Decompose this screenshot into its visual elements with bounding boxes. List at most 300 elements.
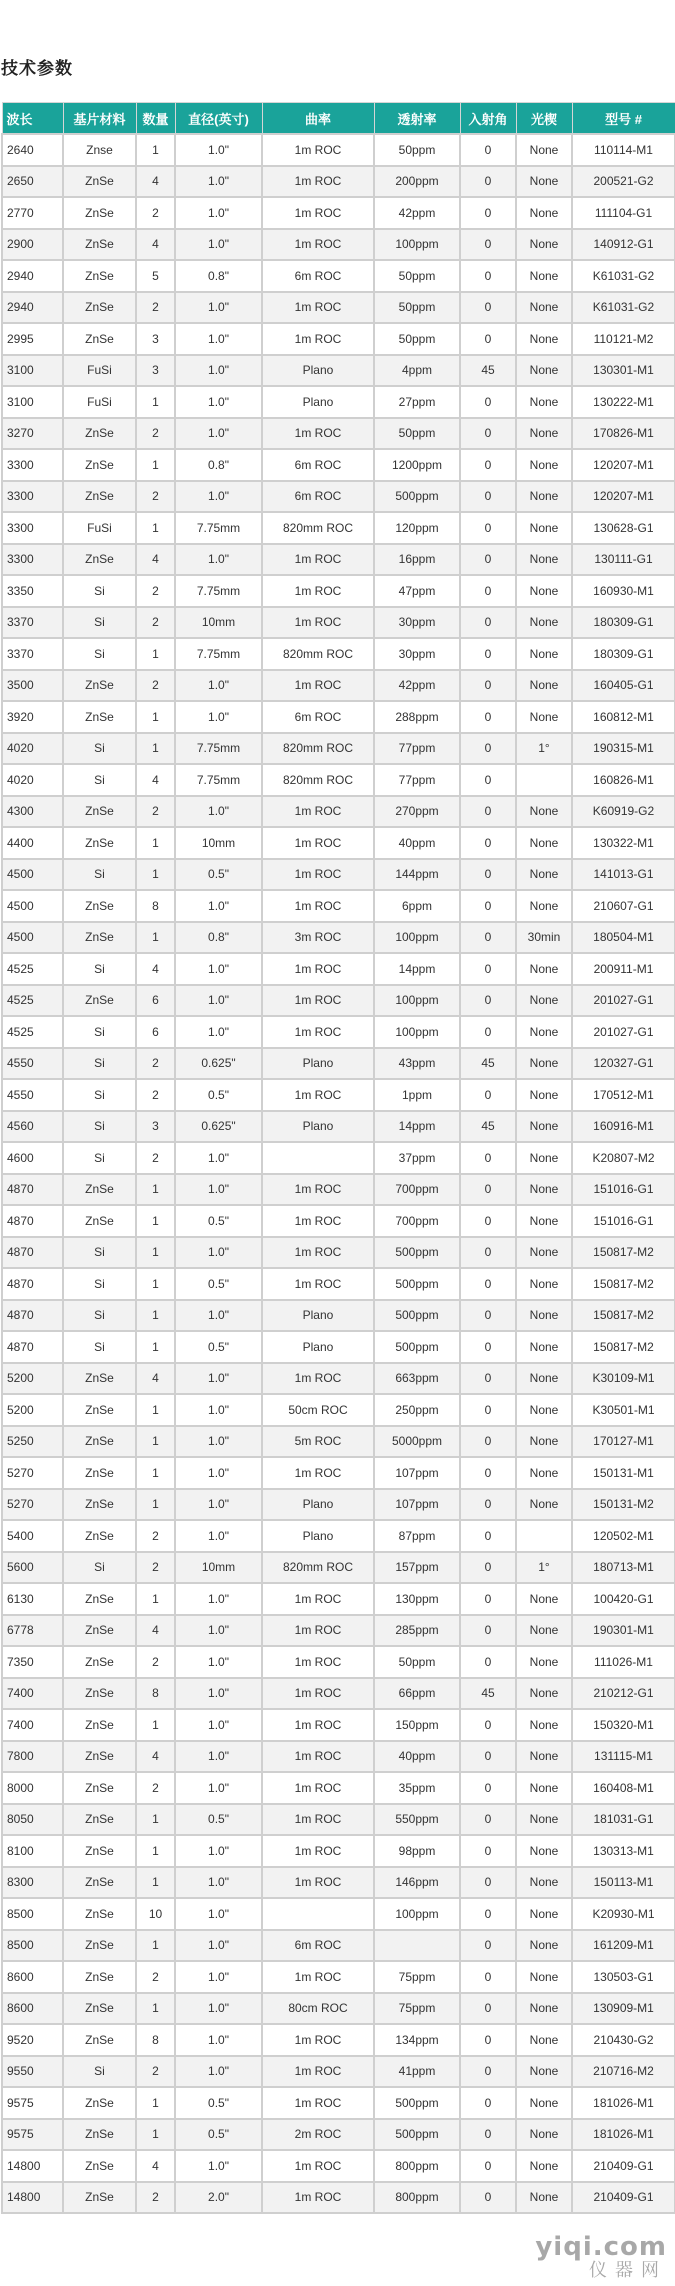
table-row: [2, 922, 675, 954]
cell-substrate: Znse: [63, 134, 136, 166]
cell-diameter: 1.0": [175, 796, 262, 828]
cell-curvature: Plano: [262, 355, 374, 387]
cell-quantity: 3: [136, 1111, 175, 1143]
cell-substrate: ZnSe: [63, 1867, 136, 1899]
cell-wavelength: 3920: [2, 701, 63, 733]
cell-model: 170512-M1: [572, 1079, 675, 1111]
cell-diameter: 0.5": [175, 1268, 262, 1300]
cell-diameter: 2.0": [175, 2182, 262, 2214]
cell-transmission: 30ppm: [374, 638, 460, 670]
cell-transmission: 550ppm: [374, 1804, 460, 1836]
cell-wedge: None: [516, 512, 572, 544]
cell-wedge: None: [516, 953, 572, 985]
cell-curvature: 1m ROC: [262, 1961, 374, 1993]
cell-diameter: 1.0": [175, 890, 262, 922]
cell-wedge: None: [516, 544, 572, 576]
table-row: [2, 1741, 675, 1773]
cell-wedge: None: [516, 638, 572, 670]
cell-transmission: 30ppm: [374, 607, 460, 639]
cell-wedge: None: [516, 1426, 572, 1458]
cell-curvature: 1m ROC: [262, 607, 374, 639]
cell-incidence-angle: 0: [460, 1646, 516, 1678]
cell-wavelength: 2650: [2, 166, 63, 198]
cell-curvature: 1m ROC: [262, 292, 374, 324]
cell-transmission: 27ppm: [374, 386, 460, 418]
cell-diameter: 1.0": [175, 166, 262, 198]
cell-substrate: ZnSe: [63, 1489, 136, 1521]
cell-curvature: 1m ROC: [262, 2087, 374, 2119]
cell-curvature: 1m ROC: [262, 1016, 374, 1048]
cell-model: 210212-G1: [572, 1678, 675, 1710]
cell-model: 170127-M1: [572, 1426, 675, 1458]
cell-wedge: None: [516, 386, 572, 418]
cell-model: 150320-M1: [572, 1709, 675, 1741]
cell-transmission: 50ppm: [374, 418, 460, 450]
cell-transmission: 100ppm: [374, 229, 460, 261]
cell-wavelength: 4525: [2, 953, 63, 985]
cell-incidence-angle: 0: [460, 1331, 516, 1363]
cell-curvature: [262, 1142, 374, 1174]
cell-diameter: 1.0": [175, 1520, 262, 1552]
cell-curvature: 1m ROC: [262, 985, 374, 1017]
cell-incidence-angle: 0: [460, 386, 516, 418]
cell-diameter: 0.5": [175, 1205, 262, 1237]
cell-diameter: 7.75mm: [175, 733, 262, 765]
cell-transmission: 144ppm: [374, 859, 460, 891]
cell-curvature: 6m ROC: [262, 481, 374, 513]
cell-substrate: ZnSe: [63, 449, 136, 481]
cell-incidence-angle: 0: [460, 1174, 516, 1206]
cell-transmission: 1ppm: [374, 1079, 460, 1111]
cell-wedge: None: [516, 292, 572, 324]
cell-diameter: 1.0": [175, 953, 262, 985]
cell-diameter: 10mm: [175, 607, 262, 639]
cell-wedge: None: [516, 1898, 572, 1930]
cell-wedge: None: [516, 1079, 572, 1111]
cell-incidence-angle: 0: [460, 1016, 516, 1048]
cell-wedge: None: [516, 607, 572, 639]
cell-curvature: 1m ROC: [262, 1709, 374, 1741]
cell-wavelength: 4870: [2, 1237, 63, 1269]
cell-diameter: 1.0": [175, 544, 262, 576]
cell-quantity: 2: [136, 1142, 175, 1174]
cell-diameter: 1.0": [175, 386, 262, 418]
cell-wavelength: 8600: [2, 1993, 63, 2025]
table-row: [2, 134, 675, 166]
cell-transmission: 800ppm: [374, 2150, 460, 2182]
cell-substrate: Si: [63, 2056, 136, 2088]
cell-curvature: 1m ROC: [262, 1835, 374, 1867]
cell-diameter: 1.0": [175, 1741, 262, 1773]
cell-quantity: 2: [136, 418, 175, 450]
cell-wavelength: 5270: [2, 1489, 63, 1521]
cell-incidence-angle: 0: [460, 1300, 516, 1332]
cell-model: 210716-M2: [572, 2056, 675, 2088]
cell-wavelength: 3100: [2, 355, 63, 387]
cell-diameter: 0.5": [175, 1079, 262, 1111]
cell-wavelength: 4500: [2, 922, 63, 954]
cell-transmission: 500ppm: [374, 481, 460, 513]
table-row: [2, 575, 675, 607]
cell-incidence-angle: 0: [460, 2024, 516, 2056]
cell-curvature: 3m ROC: [262, 922, 374, 954]
cell-incidence-angle: 0: [460, 418, 516, 450]
table-row: [2, 260, 675, 292]
cell-wavelength: 3370: [2, 607, 63, 639]
table-row: [2, 827, 675, 859]
cell-substrate: ZnSe: [63, 1898, 136, 1930]
cell-incidence-angle: 0: [460, 1615, 516, 1647]
cell-substrate: FuSi: [63, 512, 136, 544]
cell-incidence-angle: 0: [460, 1205, 516, 1237]
table-row: [2, 638, 675, 670]
cell-diameter: 1.0": [175, 1993, 262, 2025]
cell-curvature: 6m ROC: [262, 449, 374, 481]
cell-transmission: 100ppm: [374, 1898, 460, 1930]
cell-transmission: 700ppm: [374, 1174, 460, 1206]
cell-curvature: 1m ROC: [262, 1205, 374, 1237]
cell-transmission: 14ppm: [374, 953, 460, 985]
table-row: [2, 1615, 675, 1647]
cell-model: 120207-M1: [572, 449, 675, 481]
cell-curvature: 1m ROC: [262, 1646, 374, 1678]
table-row: [2, 418, 675, 450]
cell-incidence-angle: 0: [460, 1268, 516, 1300]
cell-wavelength: 4300: [2, 796, 63, 828]
cell-model: 181026-M1: [572, 2087, 675, 2119]
cell-transmission: 150ppm: [374, 1709, 460, 1741]
cell-wavelength: 5600: [2, 1552, 63, 1584]
cell-substrate: ZnSe: [63, 985, 136, 1017]
cell-diameter: 1.0": [175, 292, 262, 324]
cell-curvature: 1m ROC: [262, 953, 374, 985]
cell-quantity: 1: [136, 1174, 175, 1206]
cell-wavelength: 4400: [2, 827, 63, 859]
table-row: [2, 1174, 675, 1206]
cell-diameter: 1.0": [175, 670, 262, 702]
cell-diameter: 0.5": [175, 2119, 262, 2151]
cell-substrate: ZnSe: [63, 166, 136, 198]
cell-quantity: 1: [136, 1457, 175, 1489]
cell-model: 201027-G1: [572, 1016, 675, 1048]
cell-transmission: 146ppm: [374, 1867, 460, 1899]
header-model: 型号 #: [572, 103, 675, 135]
cell-wedge: None: [516, 575, 572, 607]
cell-quantity: 1: [136, 1300, 175, 1332]
cell-wedge: None: [516, 1741, 572, 1773]
cell-model: K30501-M1: [572, 1394, 675, 1426]
cell-wedge: None: [516, 2119, 572, 2151]
cell-substrate: Si: [63, 1331, 136, 1363]
cell-quantity: 1: [136, 1331, 175, 1363]
table-row: [2, 1930, 675, 1962]
table-body: [2, 134, 675, 2213]
cell-wedge: None: [516, 1993, 572, 2025]
cell-model: 170826-M1: [572, 418, 675, 450]
cell-incidence-angle: 0: [460, 985, 516, 1017]
cell-quantity: 4: [136, 166, 175, 198]
cell-wavelength: 5250: [2, 1426, 63, 1458]
table-row: [2, 890, 675, 922]
cell-transmission: 4ppm: [374, 355, 460, 387]
cell-model: 150131-M2: [572, 1489, 675, 1521]
cell-model: 201027-G1: [572, 985, 675, 1017]
cell-substrate: ZnSe: [63, 1772, 136, 1804]
cell-wavelength: 8300: [2, 1867, 63, 1899]
cell-curvature: 1m ROC: [262, 1678, 374, 1710]
table-row: [2, 1583, 675, 1615]
cell-diameter: 1.0": [175, 1961, 262, 1993]
cell-transmission: 42ppm: [374, 670, 460, 702]
cell-wedge: None: [516, 355, 572, 387]
cell-curvature: 820mm ROC: [262, 638, 374, 670]
cell-quantity: 1: [136, 1394, 175, 1426]
watermark-domain: yiqi.com: [535, 2232, 667, 2262]
cell-transmission: 42ppm: [374, 197, 460, 229]
cell-diameter: 7.75mm: [175, 575, 262, 607]
table-row: [2, 2087, 675, 2119]
cell-quantity: 2: [136, 575, 175, 607]
cell-diameter: 1.0": [175, 1489, 262, 1521]
cell-diameter: 1.0": [175, 1709, 262, 1741]
cell-wavelength: 8050: [2, 1804, 63, 1836]
cell-model: 190301-M1: [572, 1615, 675, 1647]
cell-substrate: ZnSe: [63, 1205, 136, 1237]
table-row: [2, 1426, 675, 1458]
cell-quantity: 1: [136, 1993, 175, 2025]
cell-curvature: 1m ROC: [262, 323, 374, 355]
cell-transmission: 500ppm: [374, 1268, 460, 1300]
cell-curvature: 1m ROC: [262, 166, 374, 198]
cell-transmission: 663ppm: [374, 1363, 460, 1395]
cell-incidence-angle: 0: [460, 2056, 516, 2088]
cell-wavelength: 2770: [2, 197, 63, 229]
cell-substrate: Si: [63, 607, 136, 639]
cell-model: 110121-M2: [572, 323, 675, 355]
table-row: [2, 229, 675, 261]
cell-diameter: 1.0": [175, 197, 262, 229]
cell-model: 210430-G2: [572, 2024, 675, 2056]
cell-substrate: Si: [63, 1142, 136, 1174]
cell-quantity: 2: [136, 197, 175, 229]
cell-wavelength: 4550: [2, 1079, 63, 1111]
cell-incidence-angle: 0: [460, 2119, 516, 2151]
cell-incidence-angle: 0: [460, 292, 516, 324]
cell-wavelength: 7400: [2, 1678, 63, 1710]
table-row: [2, 1142, 675, 1174]
cell-curvature: 5m ROC: [262, 1426, 374, 1458]
cell-curvature: 1m ROC: [262, 1804, 374, 1836]
cell-transmission: 107ppm: [374, 1457, 460, 1489]
cell-transmission: 134ppm: [374, 2024, 460, 2056]
table-row: [2, 1363, 675, 1395]
cell-transmission: 500ppm: [374, 1300, 460, 1332]
cell-diameter: 7.75mm: [175, 764, 262, 796]
cell-model: K30109-M1: [572, 1363, 675, 1395]
cell-quantity: 4: [136, 953, 175, 985]
table-row: [2, 2119, 675, 2151]
cell-substrate: ZnSe: [63, 1741, 136, 1773]
cell-substrate: ZnSe: [63, 544, 136, 576]
cell-quantity: 1: [136, 733, 175, 765]
cell-wedge: None: [516, 1489, 572, 1521]
cell-incidence-angle: 0: [460, 512, 516, 544]
cell-transmission: 6ppm: [374, 890, 460, 922]
cell-model: 160405-G1: [572, 670, 675, 702]
table-row: [2, 1520, 675, 1552]
cell-model: 160916-M1: [572, 1111, 675, 1143]
cell-substrate: FuSi: [63, 355, 136, 387]
cell-incidence-angle: 0: [460, 733, 516, 765]
cell-model: 210409-G1: [572, 2150, 675, 2182]
cell-incidence-angle: 0: [460, 1835, 516, 1867]
cell-substrate: FuSi: [63, 386, 136, 418]
cell-model: 120502-M1: [572, 1520, 675, 1552]
cell-substrate: Si: [63, 953, 136, 985]
cell-transmission: 40ppm: [374, 827, 460, 859]
cell-substrate: ZnSe: [63, 1646, 136, 1678]
table-row: [2, 386, 675, 418]
cell-model: 151016-G1: [572, 1205, 675, 1237]
table-row: [2, 2056, 675, 2088]
cell-quantity: 5: [136, 260, 175, 292]
table-row: [2, 1772, 675, 1804]
cell-incidence-angle: 45: [460, 1048, 516, 1080]
cell-wedge: None: [516, 1111, 572, 1143]
cell-diameter: 1.0": [175, 2024, 262, 2056]
cell-transmission: 100ppm: [374, 922, 460, 954]
cell-transmission: 77ppm: [374, 764, 460, 796]
cell-model: 120207-M1: [572, 481, 675, 513]
table-row: [2, 1961, 675, 1993]
cell-incidence-angle: 0: [460, 670, 516, 702]
cell-quantity: 1: [136, 2119, 175, 2151]
cell-wedge: None: [516, 1048, 572, 1080]
cell-substrate: Si: [63, 733, 136, 765]
cell-quantity: 1: [136, 701, 175, 733]
cell-substrate: Si: [63, 1048, 136, 1080]
cell-diameter: 1.0": [175, 1174, 262, 1206]
cell-wedge: None: [516, 1142, 572, 1174]
cell-substrate: Si: [63, 1268, 136, 1300]
cell-substrate: ZnSe: [63, 1520, 136, 1552]
cell-wavelength: 3270: [2, 418, 63, 450]
cell-wedge: None: [516, 197, 572, 229]
cell-curvature: Plano: [262, 1111, 374, 1143]
watermark-brand: 仪器网: [589, 2260, 667, 2281]
cell-wavelength: 4870: [2, 1331, 63, 1363]
cell-quantity: 2: [136, 796, 175, 828]
cell-quantity: 1: [136, 449, 175, 481]
cell-wavelength: 8500: [2, 1930, 63, 1962]
cell-transmission: 157ppm: [374, 1552, 460, 1584]
cell-quantity: 1: [136, 134, 175, 166]
cell-transmission: 500ppm: [374, 2119, 460, 2151]
cell-wedge: None: [516, 1772, 572, 1804]
table-row: [2, 1300, 675, 1332]
cell-wedge: None: [516, 1646, 572, 1678]
cell-quantity: 1: [136, 922, 175, 954]
header-curvature: 曲率: [262, 103, 374, 135]
cell-wedge: None: [516, 985, 572, 1017]
cell-wedge: 1°: [516, 733, 572, 765]
cell-model: 200911-M1: [572, 953, 675, 985]
cell-transmission: 500ppm: [374, 1237, 460, 1269]
cell-wavelength: 4870: [2, 1268, 63, 1300]
cell-substrate: ZnSe: [63, 1457, 136, 1489]
cell-wavelength: 3300: [2, 512, 63, 544]
header-wavelength: 波长: [2, 103, 63, 135]
cell-curvature: 1m ROC: [262, 544, 374, 576]
table-row: [2, 1016, 675, 1048]
cell-diameter: 1.0": [175, 355, 262, 387]
cell-incidence-angle: 0: [460, 1489, 516, 1521]
cell-substrate: ZnSe: [63, 922, 136, 954]
cell-quantity: 4: [136, 1363, 175, 1395]
cell-curvature: 1m ROC: [262, 2056, 374, 2088]
cell-model: 130111-G1: [572, 544, 675, 576]
table-row: [2, 1394, 675, 1426]
cell-wedge: None: [516, 2087, 572, 2119]
cell-substrate: ZnSe: [63, 796, 136, 828]
cell-transmission: 120ppm: [374, 512, 460, 544]
cell-incidence-angle: 0: [460, 197, 516, 229]
cell-quantity: 1: [136, 827, 175, 859]
cell-incidence-angle: 45: [460, 1111, 516, 1143]
cell-substrate: Si: [63, 764, 136, 796]
cell-model: 161209-M1: [572, 1930, 675, 1962]
cell-quantity: 2: [136, 670, 175, 702]
cell-curvature: Plano: [262, 1048, 374, 1080]
cell-model: 150113-M1: [572, 1867, 675, 1899]
cell-wavelength: 3350: [2, 575, 63, 607]
cell-curvature: Plano: [262, 1331, 374, 1363]
cell-diameter: 10mm: [175, 827, 262, 859]
table-row: [2, 166, 675, 198]
cell-quantity: 1: [136, 859, 175, 891]
cell-transmission: 75ppm: [374, 1993, 460, 2025]
cell-quantity: 2: [136, 1079, 175, 1111]
cell-quantity: 4: [136, 544, 175, 576]
cell-diameter: 1.0": [175, 1394, 262, 1426]
cell-model: 210607-G1: [572, 890, 675, 922]
cell-wavelength: 3500: [2, 670, 63, 702]
cell-diameter: 0.8": [175, 922, 262, 954]
cell-diameter: 0.5": [175, 2087, 262, 2119]
cell-quantity: 4: [136, 229, 175, 261]
cell-incidence-angle: 0: [460, 1741, 516, 1773]
cell-diameter: 10mm: [175, 1552, 262, 1584]
cell-incidence-angle: 0: [460, 638, 516, 670]
cell-incidence-angle: 0: [460, 1993, 516, 2025]
cell-wavelength: 4870: [2, 1205, 63, 1237]
cell-wedge: None: [516, 1205, 572, 1237]
cell-model: 130322-M1: [572, 827, 675, 859]
cell-diameter: 1.0": [175, 1426, 262, 1458]
cell-wavelength: 8100: [2, 1835, 63, 1867]
spec-table: [1, 102, 675, 2214]
cell-diameter: 1.0": [175, 1835, 262, 1867]
cell-model: 131115-M1: [572, 1741, 675, 1773]
cell-diameter: 0.5": [175, 1331, 262, 1363]
header-incidence-angle: 入射角: [460, 103, 516, 135]
cell-curvature: 1m ROC: [262, 890, 374, 922]
cell-wedge: None: [516, 418, 572, 450]
cell-wedge: None: [516, 1268, 572, 1300]
cell-diameter: 1.0": [175, 1300, 262, 1332]
table-header-row: [2, 103, 675, 135]
cell-substrate: Si: [63, 575, 136, 607]
